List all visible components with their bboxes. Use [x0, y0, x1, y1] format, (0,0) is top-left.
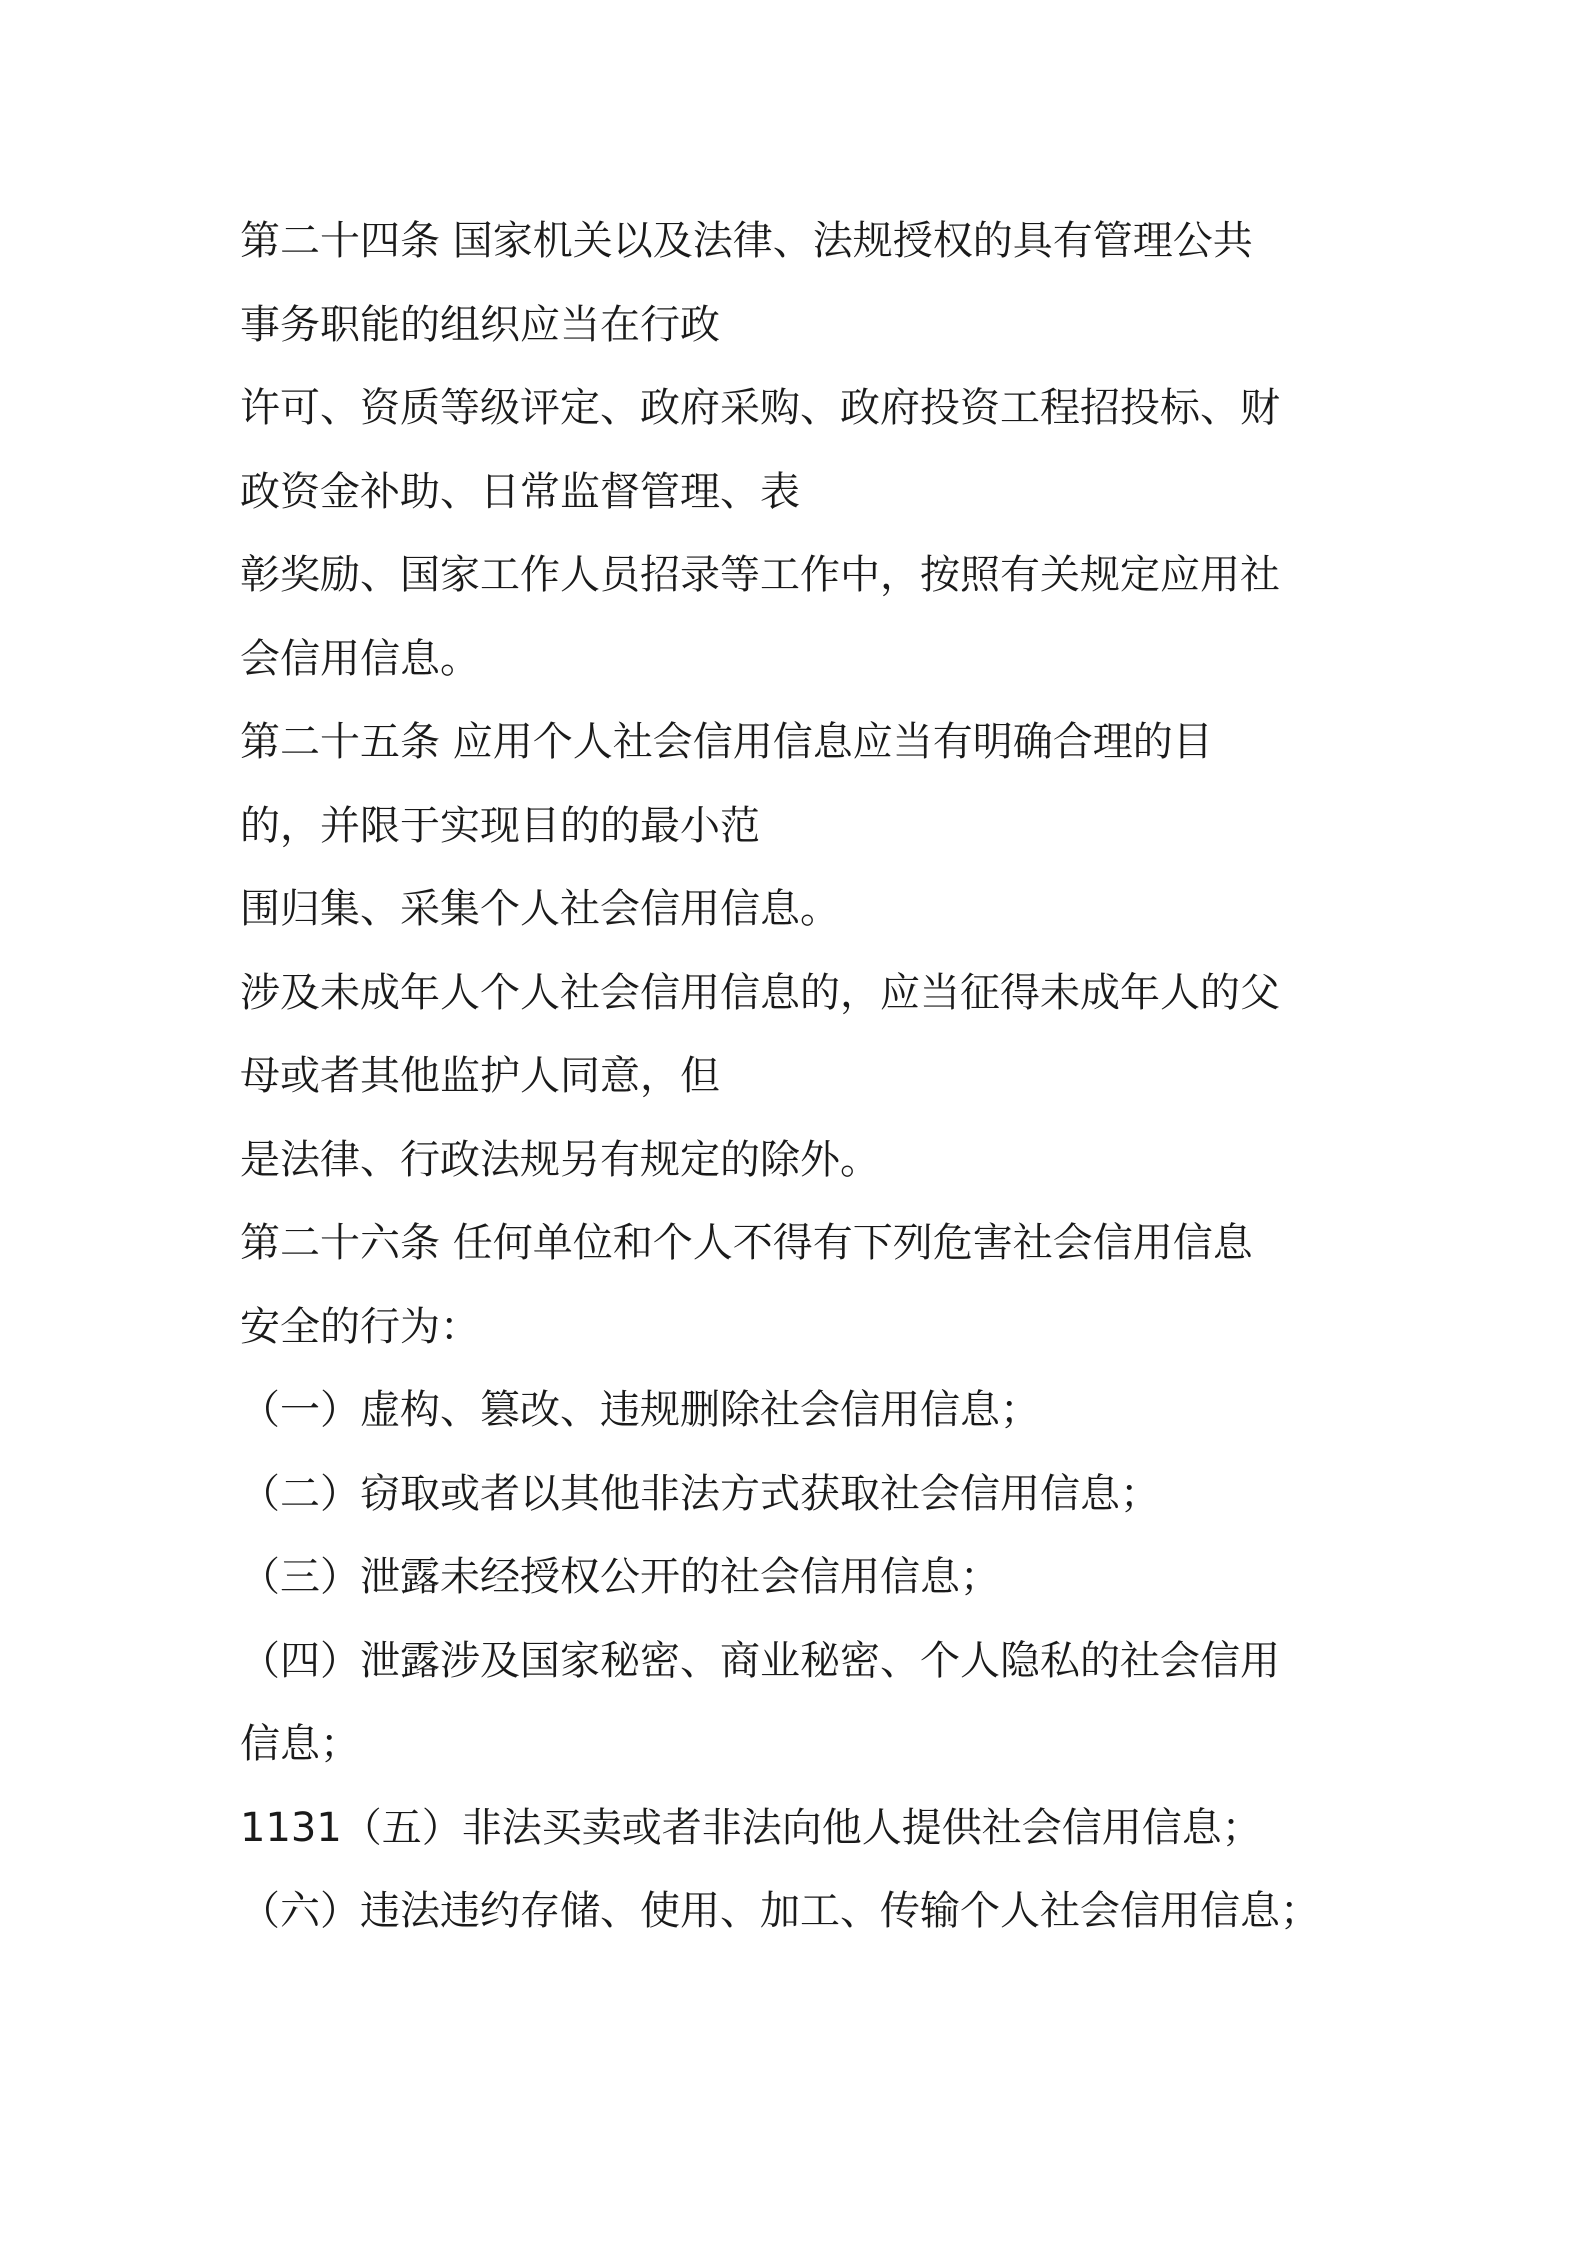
text-line: 彰奖励、国家工作人员招录等工作中，按照有关规定应用社	[240, 552, 1280, 598]
text-line: 安全的行为：	[240, 1303, 480, 1350]
text-line: 1131（五）非法买卖或者非法向他人提供社会信用信息；	[240, 1804, 1262, 1851]
text-line: （一）虚构、篡改、违规删除社会信用信息；	[240, 1387, 1040, 1433]
text-line: 围归集、采集个人社会信用信息。	[240, 886, 840, 932]
text-line: 许可、资质等级评定、政府采购、政府投资工程招投标、财	[240, 385, 1280, 431]
text-line: 信息；	[240, 1721, 360, 1767]
text-line: 第二十四条 国家机关以及法律、法规授权的具有管理公共	[240, 218, 1253, 264]
text-line: （三）泄露未经授权公开的社会信用信息；	[240, 1554, 1000, 1600]
text-line: 涉及未成年人个人社会信用信息的，应当征得未成年人的父	[240, 969, 1280, 1016]
text-line: （二）窃取或者以其他非法方式获取社会信用信息；	[240, 1470, 1160, 1517]
text-line: （四）泄露涉及国家秘密、商业秘密、个人隐私的社会信用	[240, 1637, 1280, 1684]
text-line: 第二十五条 应用个人社会信用信息应当有明确合理的目	[240, 719, 1213, 765]
text-line: 第二十六条 任何单位和个人不得有下列危害社会信用信息	[240, 1220, 1253, 1266]
text-line: 会信用信息。	[240, 635, 480, 682]
text-line: 的，并限于实现目的的最小范	[240, 802, 760, 849]
text-line: 母或者其他监护人同意，但	[240, 1053, 720, 1099]
text-line: （六）违法违约存储、使用、加工、传输个人社会信用信息；	[240, 1888, 1320, 1934]
document-body	[240, 200, 1370, 1954]
text-line: 政资金补助、日常监督管理、表	[240, 468, 800, 515]
text-line: 事务职能的组织应当在行政	[240, 301, 720, 348]
text-line: 是法律、行政法规另有规定的除外。	[240, 1136, 880, 1183]
